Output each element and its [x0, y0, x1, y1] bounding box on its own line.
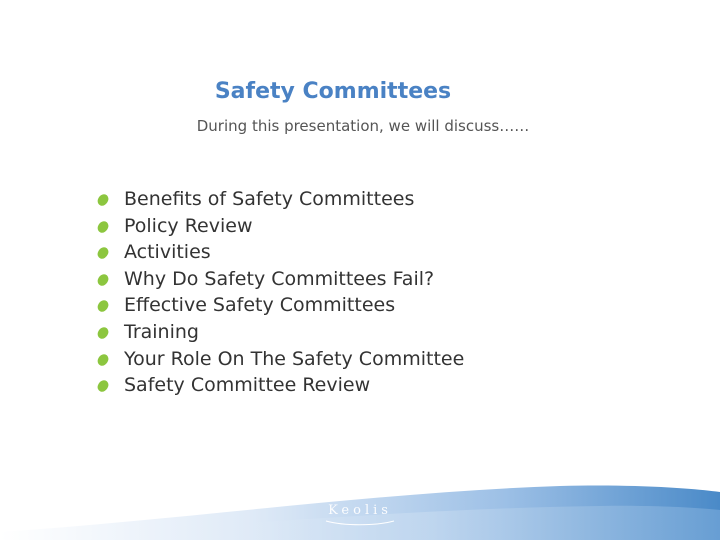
agenda-item: [95, 372, 464, 399]
agenda-item: [95, 292, 464, 319]
logo-swoosh-icon: [324, 519, 396, 527]
keolis-logo: Keolis: [328, 503, 392, 518]
agenda-item-label: Why Do Safety Committees Fail?: [124, 267, 435, 290]
agenda-item-label: Benefits of Safety Committees: [124, 188, 415, 210]
leaf-bullet-icon: [96, 246, 110, 261]
agenda-list: [95, 186, 464, 399]
leaf-bullet-icon: [96, 219, 110, 234]
leaf-bullet-icon: [96, 379, 110, 394]
leaf-bullet-icon: [96, 352, 110, 367]
agenda-item-label: Your Role On The Safety Committee: [124, 347, 465, 370]
leaf-bullet-icon: [96, 193, 110, 208]
agenda-item: [95, 186, 464, 213]
leaf-bullet-icon: [96, 326, 110, 341]
slide-title: Safety Committees: [214, 79, 452, 104]
agenda-item-label: Policy Review: [124, 214, 253, 237]
slide-subtitle: During this presentation, we will discuss……: [196, 117, 530, 135]
agenda-item: [95, 319, 464, 346]
agenda-item: [95, 266, 464, 293]
leaf-bullet-icon: [96, 272, 110, 287]
agenda-item-label: Activities: [124, 241, 211, 264]
agenda-item: [95, 346, 464, 373]
leaf-bullet-icon: [96, 299, 110, 314]
agenda-item-label: Training: [124, 320, 199, 343]
agenda-item-label: Safety Committee Review: [124, 374, 371, 397]
agenda-item-label: Effective Safety Committees: [124, 294, 396, 317]
agenda-item: [95, 213, 464, 240]
agenda-item: [95, 239, 464, 266]
